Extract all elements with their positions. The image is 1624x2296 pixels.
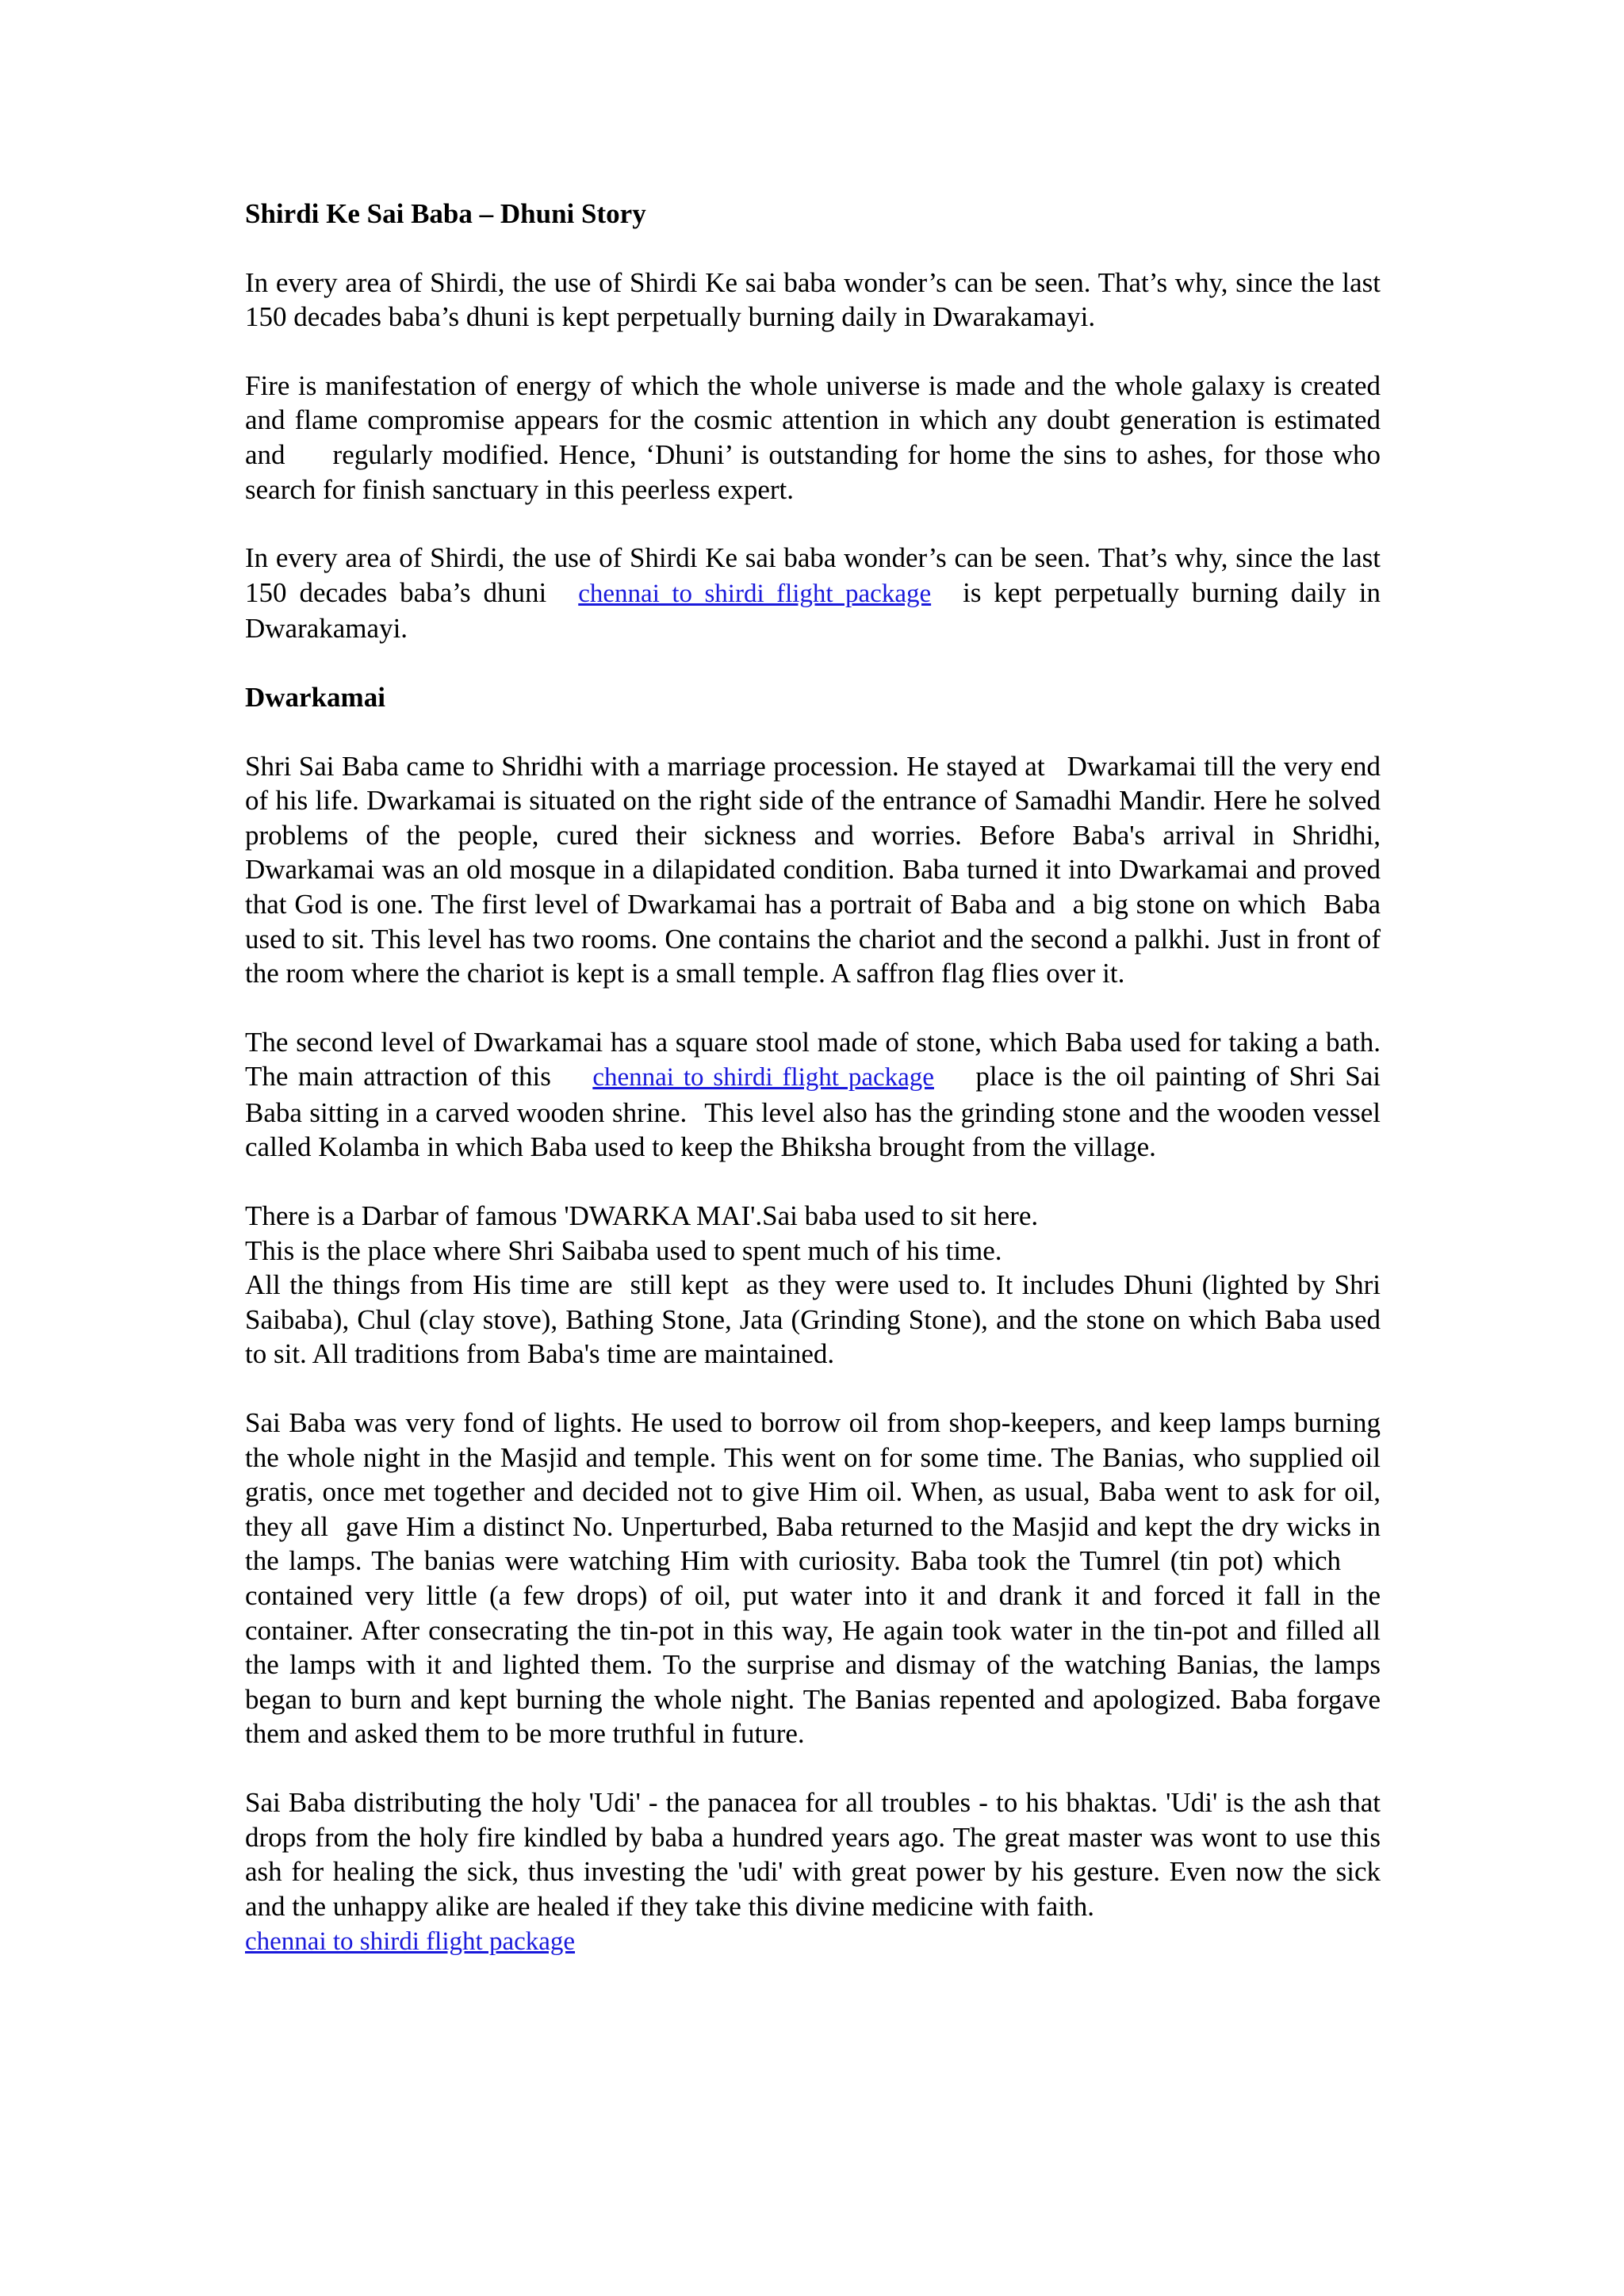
paragraph-text: The second level of Dwarkamai has a square stool made of stone, which Baba used for taking a bath. The main attraction of this bbox=[245, 1026, 1381, 1093]
paragraph-text: place is the oil painting of Shri Sai Baba sitting in a carved wooden shrine. bbox=[245, 1061, 1381, 1128]
paragraph-text: still kept bbox=[630, 1269, 729, 1301]
paragraph-text: Baba used to sit. This level has two rooms. One contains the chariot and the second a palkhi. Just in front of the room where the chariot is kept is a small temple. A saffron flag flies over it. bbox=[245, 888, 1381, 989]
flight-package-link[interactable]: chennai to shirdi flight package bbox=[245, 1927, 576, 1957]
paragraph-line: This is the place where Shri Saibaba used to spent much of his time. bbox=[245, 1234, 1002, 1266]
paragraph-text: Fire is manifestation of energy of which the whole universe is made and the whole galaxy is created and flame compromise appears for the cosmic attention in which any doubt generation is estimated and bbox=[245, 369, 1381, 470]
paragraph-intro-1 bbox=[245, 266, 1381, 335]
paragraph-text: a big stone on which bbox=[1072, 888, 1307, 920]
paragraph-udi bbox=[245, 1785, 1381, 1923]
flight-package-link[interactable]: chennai to shirdi flight package bbox=[578, 579, 932, 608]
paragraph-text: In every area of Shirdi, the use of Shirdi Ke sai baba wonder’s can be seen. That’s why, since the last 150 decades baba’s dhuni bbox=[245, 542, 1381, 608]
paragraph-text: Dwarkamai till the very end of his life. Dwarkamai is situated on the right side of the entrance of Samadhi Mandir. Here he solved problems bbox=[245, 750, 1381, 851]
paragraph-text: is kept perpetually burning daily in Dwarakamayi. bbox=[245, 576, 1381, 645]
paragraph-dwarkamai-1 bbox=[245, 749, 1381, 991]
paragraph-intro-2 bbox=[245, 369, 1381, 507]
paragraph-dwarkamai-3 bbox=[245, 1199, 1381, 1372]
paragraph-text: Sai Baba was very fond of lights. He used to borrow oil from shop-keepers, and keep lamps burning the whole night in the Masjid and temple. This went on for some time. The Banias, who supplied oil gratis, once met together and decided not to give Him oil. When, as usual, Baba went to ask for oil, they all bbox=[245, 1407, 1381, 1542]
paragraph-text: contained very little (a few drops) of oil, put water into it and drank it and forced it fall in the container. After consecrating the tin-pot in this way, He again took water in the tin-pot and filled all the lamps with it and lighted them. To the surprise and dismay of the watching Banias, the lamps began to burn and kept burning the whole night. The Banias repented and apologized. Baba forgave them and asked them to be more truthful in future. bbox=[245, 1580, 1381, 1750]
section-heading-dwarkamai: Dwarkamai bbox=[245, 681, 385, 713]
paragraph-text: Sai Baba distributing the holy 'Udi' - the panacea for all troubles - to his bhaktas. 'Udi' is the ash that drops from the holy fire kindled by baba a hundred years ago. The great master was wont to use this ash for healing the sick, thus investing the 'udi' with great power by his gesture. Even now the sick and the unhappy alike are healed if they take this divine medicine with faith. bbox=[245, 1786, 1381, 1922]
paragraph-text: This level also has the grinding stone and the wooden vessel called Kolamba in which Baba used to keep the Bhiksha brought from the village. bbox=[245, 1096, 1381, 1163]
paragraph-line: There is a Darbar of famous 'DWARKA MAI'.Sai baba used to sit here. bbox=[245, 1200, 1039, 1232]
flight-package-link[interactable]: chennai to shirdi flight package bbox=[592, 1063, 934, 1093]
paragraph-text: gave Him a distinct No. Unperturbed, Baba returned to the Masjid and kept the dry wicks in the lamps. The banias were watching Him with curiosity. Baba took the Tumrel (tin pot) which bbox=[245, 1510, 1381, 1577]
paragraph-intro-3 bbox=[245, 541, 1381, 646]
paragraph-lights bbox=[245, 1406, 1381, 1751]
page-title: Shirdi Ke Sai Baba – Dhuni Story bbox=[245, 198, 646, 229]
paragraph-text: In every area of Shirdi, the use of Shirdi Ke sai baba wonder’s can be seen. That’s why, since the last 150 decades baba’s dhuni is kept perpetually burning daily in Dwarakamayi. bbox=[245, 266, 1381, 333]
paragraph-dwarkamai-2 bbox=[245, 1025, 1381, 1165]
paragraph-text: All the things from His time are bbox=[245, 1269, 613, 1301]
document-page bbox=[245, 197, 1381, 1960]
paragraph-text: as they were used to. It includes Dhuni (lighted by Shri Saibaba), Chul (clay stove), Bathing Stone, Jata (Grinding Stone), and the stone on which Baba used to sit. All traditions from Baba's time are maintained. bbox=[245, 1269, 1381, 1370]
final-link-row bbox=[245, 1923, 1381, 1960]
paragraph-text: regularly modified. Hence, ‘Dhuni’ is outstanding for home the sins to ashes, for those who search for finish sanctuary in this peerless expert. bbox=[245, 438, 1381, 505]
paragraph-text: of the people, cured their sickness and worries. Before Baba's arrival in Shridhi, Dwarkamai was an old mosque in a dilapidated condition. Baba turned it into Dwarkamai and proved that God is one. The first level of Dwarkamai has a portrait of Baba and bbox=[245, 819, 1381, 920]
paragraph-text: Shri Sai Baba came to Shridhi with a marriage procession. He stayed at bbox=[245, 750, 1045, 782]
